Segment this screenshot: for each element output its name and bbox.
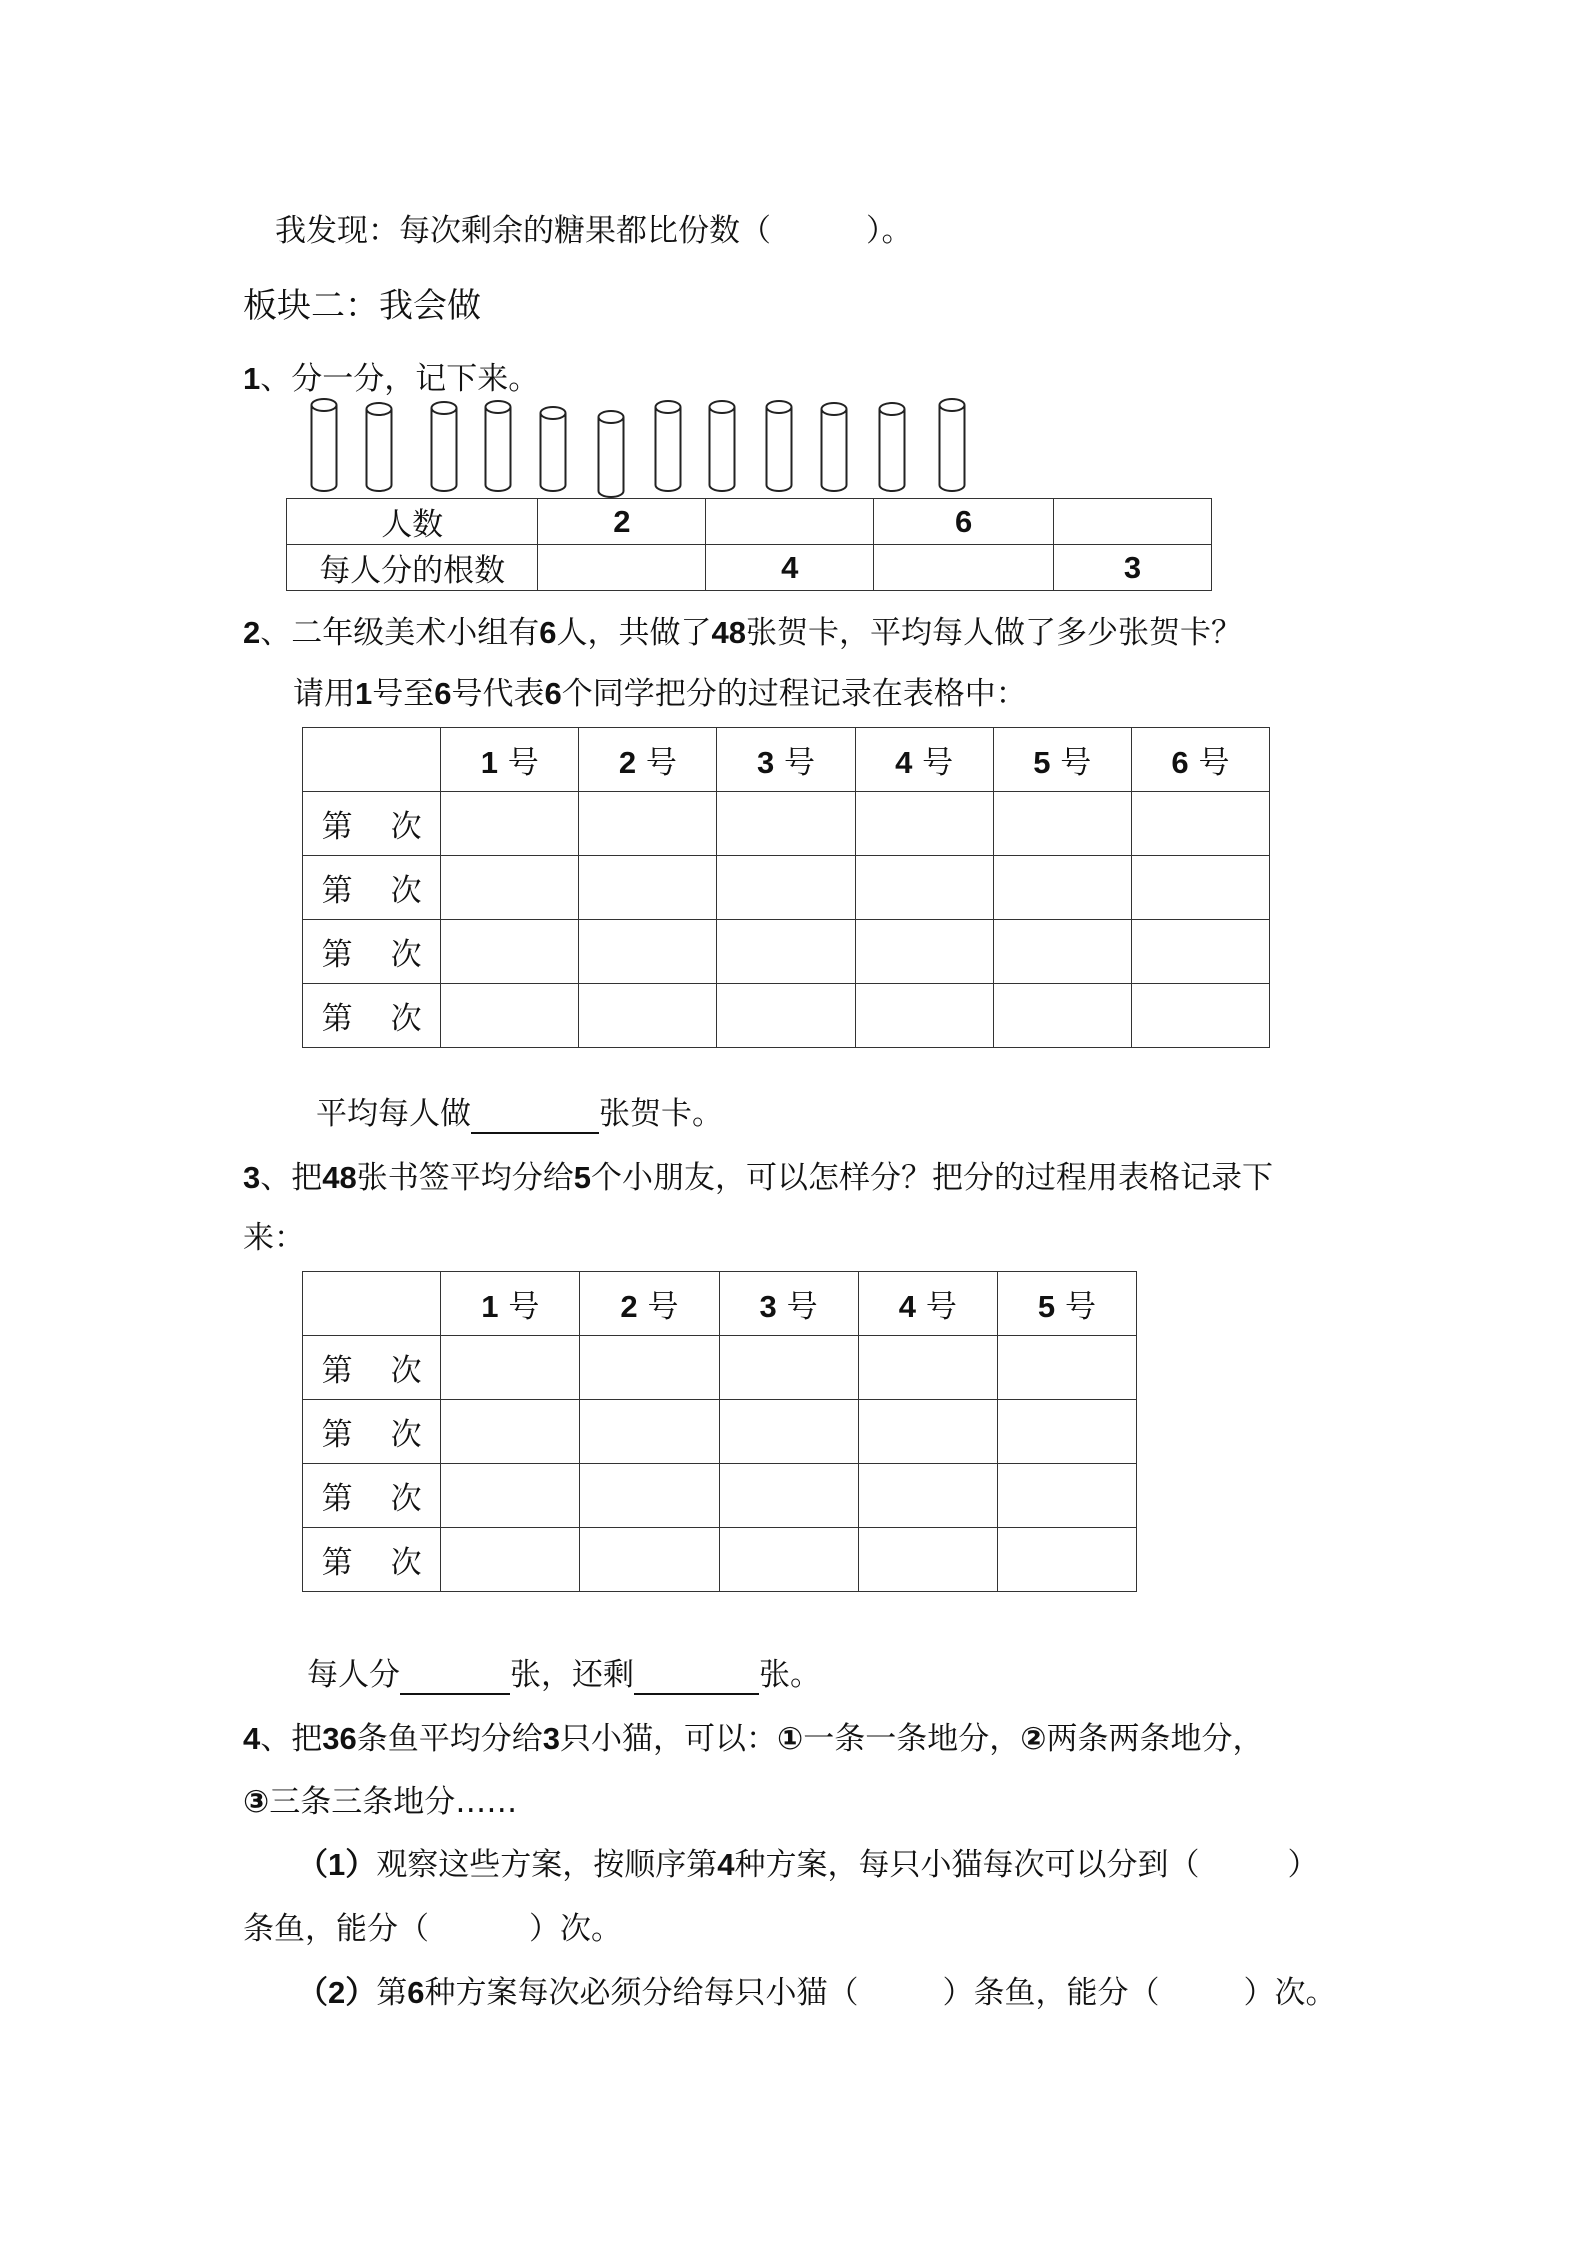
- column-header: 5 号: [997, 1272, 1136, 1336]
- table-cell[interactable]: [579, 920, 717, 984]
- column-header: 4 号: [855, 728, 993, 792]
- answer-blank[interactable]: [471, 1096, 599, 1134]
- table-cell[interactable]: 2: [538, 499, 706, 545]
- table-cell[interactable]: [717, 984, 855, 1048]
- stick-icon: [880, 403, 905, 491]
- table-cell[interactable]: [719, 1528, 858, 1592]
- sticks-illustration: [300, 395, 1000, 505]
- column-header: 2 号: [580, 1272, 719, 1336]
- question-4-part-1-cont: 条鱼，能分（ ）次。: [243, 1911, 622, 1947]
- stick-icon: [312, 399, 337, 491]
- question-2-table: [302, 727, 1270, 1048]
- question-4-part-2: （2）第6种方案每次必须分给每只小猫（ ）条鱼，能分（ ）次。: [297, 1975, 1337, 2011]
- table-cell[interactable]: [441, 920, 579, 984]
- table-cell[interactable]: [1131, 792, 1269, 856]
- section-title: 板块二：我会做: [243, 286, 481, 326]
- row-label: 第 次: [303, 1464, 441, 1528]
- question-2-instruction: 请用1号至6号代表6个同学把分的过程记录在表格中：: [293, 676, 1027, 712]
- question-3-answer: 每人分 张，还剩 张。: [307, 1657, 821, 1693]
- column-header: 2 号: [579, 728, 717, 792]
- table-cell[interactable]: [719, 1400, 858, 1464]
- table-cell[interactable]: [441, 856, 579, 920]
- intro-line: 我发现：每次剩余的糖果都比份数（ ）。: [275, 213, 913, 249]
- stick-icon: [367, 403, 392, 491]
- table-cell[interactable]: [441, 1336, 580, 1400]
- table-cell[interactable]: [858, 1528, 997, 1592]
- table-cell[interactable]: [855, 856, 993, 920]
- question-2-title: 2、二年级美术小组有6人，共做了48张贺卡，平均每人做了多少张贺卡？: [243, 615, 1242, 651]
- row-label-people: 人数: [287, 499, 538, 545]
- stick-icon: [599, 411, 624, 497]
- table-cell[interactable]: [441, 1528, 580, 1592]
- table-corner: [303, 1272, 441, 1336]
- column-header: 1 号: [441, 1272, 580, 1336]
- table-cell[interactable]: [717, 856, 855, 920]
- row-label: 第 次: [303, 856, 441, 920]
- table-cell[interactable]: [993, 920, 1131, 984]
- table-cell[interactable]: [855, 920, 993, 984]
- table-cell[interactable]: [719, 1336, 858, 1400]
- stick-icon: [656, 401, 681, 491]
- table-cell[interactable]: [855, 792, 993, 856]
- row-label: 第 次: [303, 984, 441, 1048]
- table-cell[interactable]: [993, 984, 1131, 1048]
- table-cell[interactable]: [580, 1336, 719, 1400]
- table-cell[interactable]: [579, 984, 717, 1048]
- row-label: 第 次: [303, 792, 441, 856]
- table-cell[interactable]: [441, 984, 579, 1048]
- question-4-title: 4、把36条鱼平均分给3只小猫，可以：①一条一条地分，②两条两条地分，: [243, 1721, 1264, 1757]
- table-cell[interactable]: [1131, 920, 1269, 984]
- table-cell[interactable]: [579, 792, 717, 856]
- table-cell[interactable]: [858, 1464, 997, 1528]
- table-cell[interactable]: [441, 1400, 580, 1464]
- question-1-title: 1、分一分，记下来。: [243, 361, 540, 397]
- table-cell[interactable]: [580, 1400, 719, 1464]
- table-cell[interactable]: [580, 1464, 719, 1528]
- table-cell[interactable]: [717, 920, 855, 984]
- table-cell[interactable]: [855, 984, 993, 1048]
- table-corner: [303, 728, 441, 792]
- table-cell[interactable]: [441, 792, 579, 856]
- stick-icon: [767, 401, 792, 491]
- row-label: 第 次: [303, 1336, 441, 1400]
- answer-blank[interactable]: [634, 1657, 759, 1695]
- question-3-title: 3、把48张书签平均分给5个小朋友，可以怎样分？把分的过程用表格记录下: [243, 1160, 1273, 1196]
- table-cell[interactable]: [858, 1336, 997, 1400]
- column-header: 6 号: [1131, 728, 1269, 792]
- table-cell[interactable]: [997, 1464, 1136, 1528]
- table-cell[interactable]: 6: [874, 499, 1054, 545]
- row-label: 第 次: [303, 1528, 441, 1592]
- table-cell[interactable]: [858, 1400, 997, 1464]
- stick-icon: [710, 401, 735, 491]
- column-header: 5 号: [993, 728, 1131, 792]
- stick-icon: [432, 402, 457, 491]
- table-cell[interactable]: [706, 499, 874, 545]
- row-label: 第 次: [303, 920, 441, 984]
- question-3-title-cont: 来：: [243, 1220, 305, 1256]
- column-header: 3 号: [717, 728, 855, 792]
- table-cell[interactable]: [997, 1400, 1136, 1464]
- table-cell[interactable]: 3: [1053, 545, 1211, 591]
- table-cell[interactable]: [1131, 856, 1269, 920]
- question-1-table: [286, 498, 1212, 591]
- stick-icon: [486, 401, 511, 491]
- column-header: 1 号: [441, 728, 579, 792]
- table-cell[interactable]: [993, 856, 1131, 920]
- stick-icon: [541, 407, 566, 491]
- row-label-per-person: 每人分的根数: [287, 545, 538, 591]
- table-cell[interactable]: [874, 545, 1054, 591]
- column-header: 3 号: [719, 1272, 858, 1336]
- table-cell[interactable]: [993, 792, 1131, 856]
- table-cell[interactable]: [538, 545, 706, 591]
- table-cell[interactable]: [441, 1464, 580, 1528]
- table-cell[interactable]: [580, 1528, 719, 1592]
- column-header: 4 号: [858, 1272, 997, 1336]
- question-4-title-cont: ③三条三条地分……: [243, 1784, 518, 1820]
- answer-blank[interactable]: [400, 1657, 510, 1695]
- table-cell[interactable]: [719, 1464, 858, 1528]
- table-cell[interactable]: [1053, 499, 1211, 545]
- table-cell[interactable]: [1131, 984, 1269, 1048]
- row-label: 第 次: [303, 1400, 441, 1464]
- question-4-part-1: （1）观察这些方案，按顺序第4种方案，每只小猫每次可以分到（ ）: [297, 1847, 1319, 1883]
- stick-icon: [940, 399, 965, 491]
- question-3-table: [302, 1271, 1137, 1592]
- question-2-answer: 平均每人做 张贺卡。: [316, 1096, 723, 1132]
- table-cell[interactable]: 4: [706, 545, 874, 591]
- table-cell[interactable]: [717, 792, 855, 856]
- table-cell[interactable]: [997, 1336, 1136, 1400]
- table-cell[interactable]: [997, 1528, 1136, 1592]
- table-cell[interactable]: [579, 856, 717, 920]
- stick-icon: [822, 403, 847, 491]
